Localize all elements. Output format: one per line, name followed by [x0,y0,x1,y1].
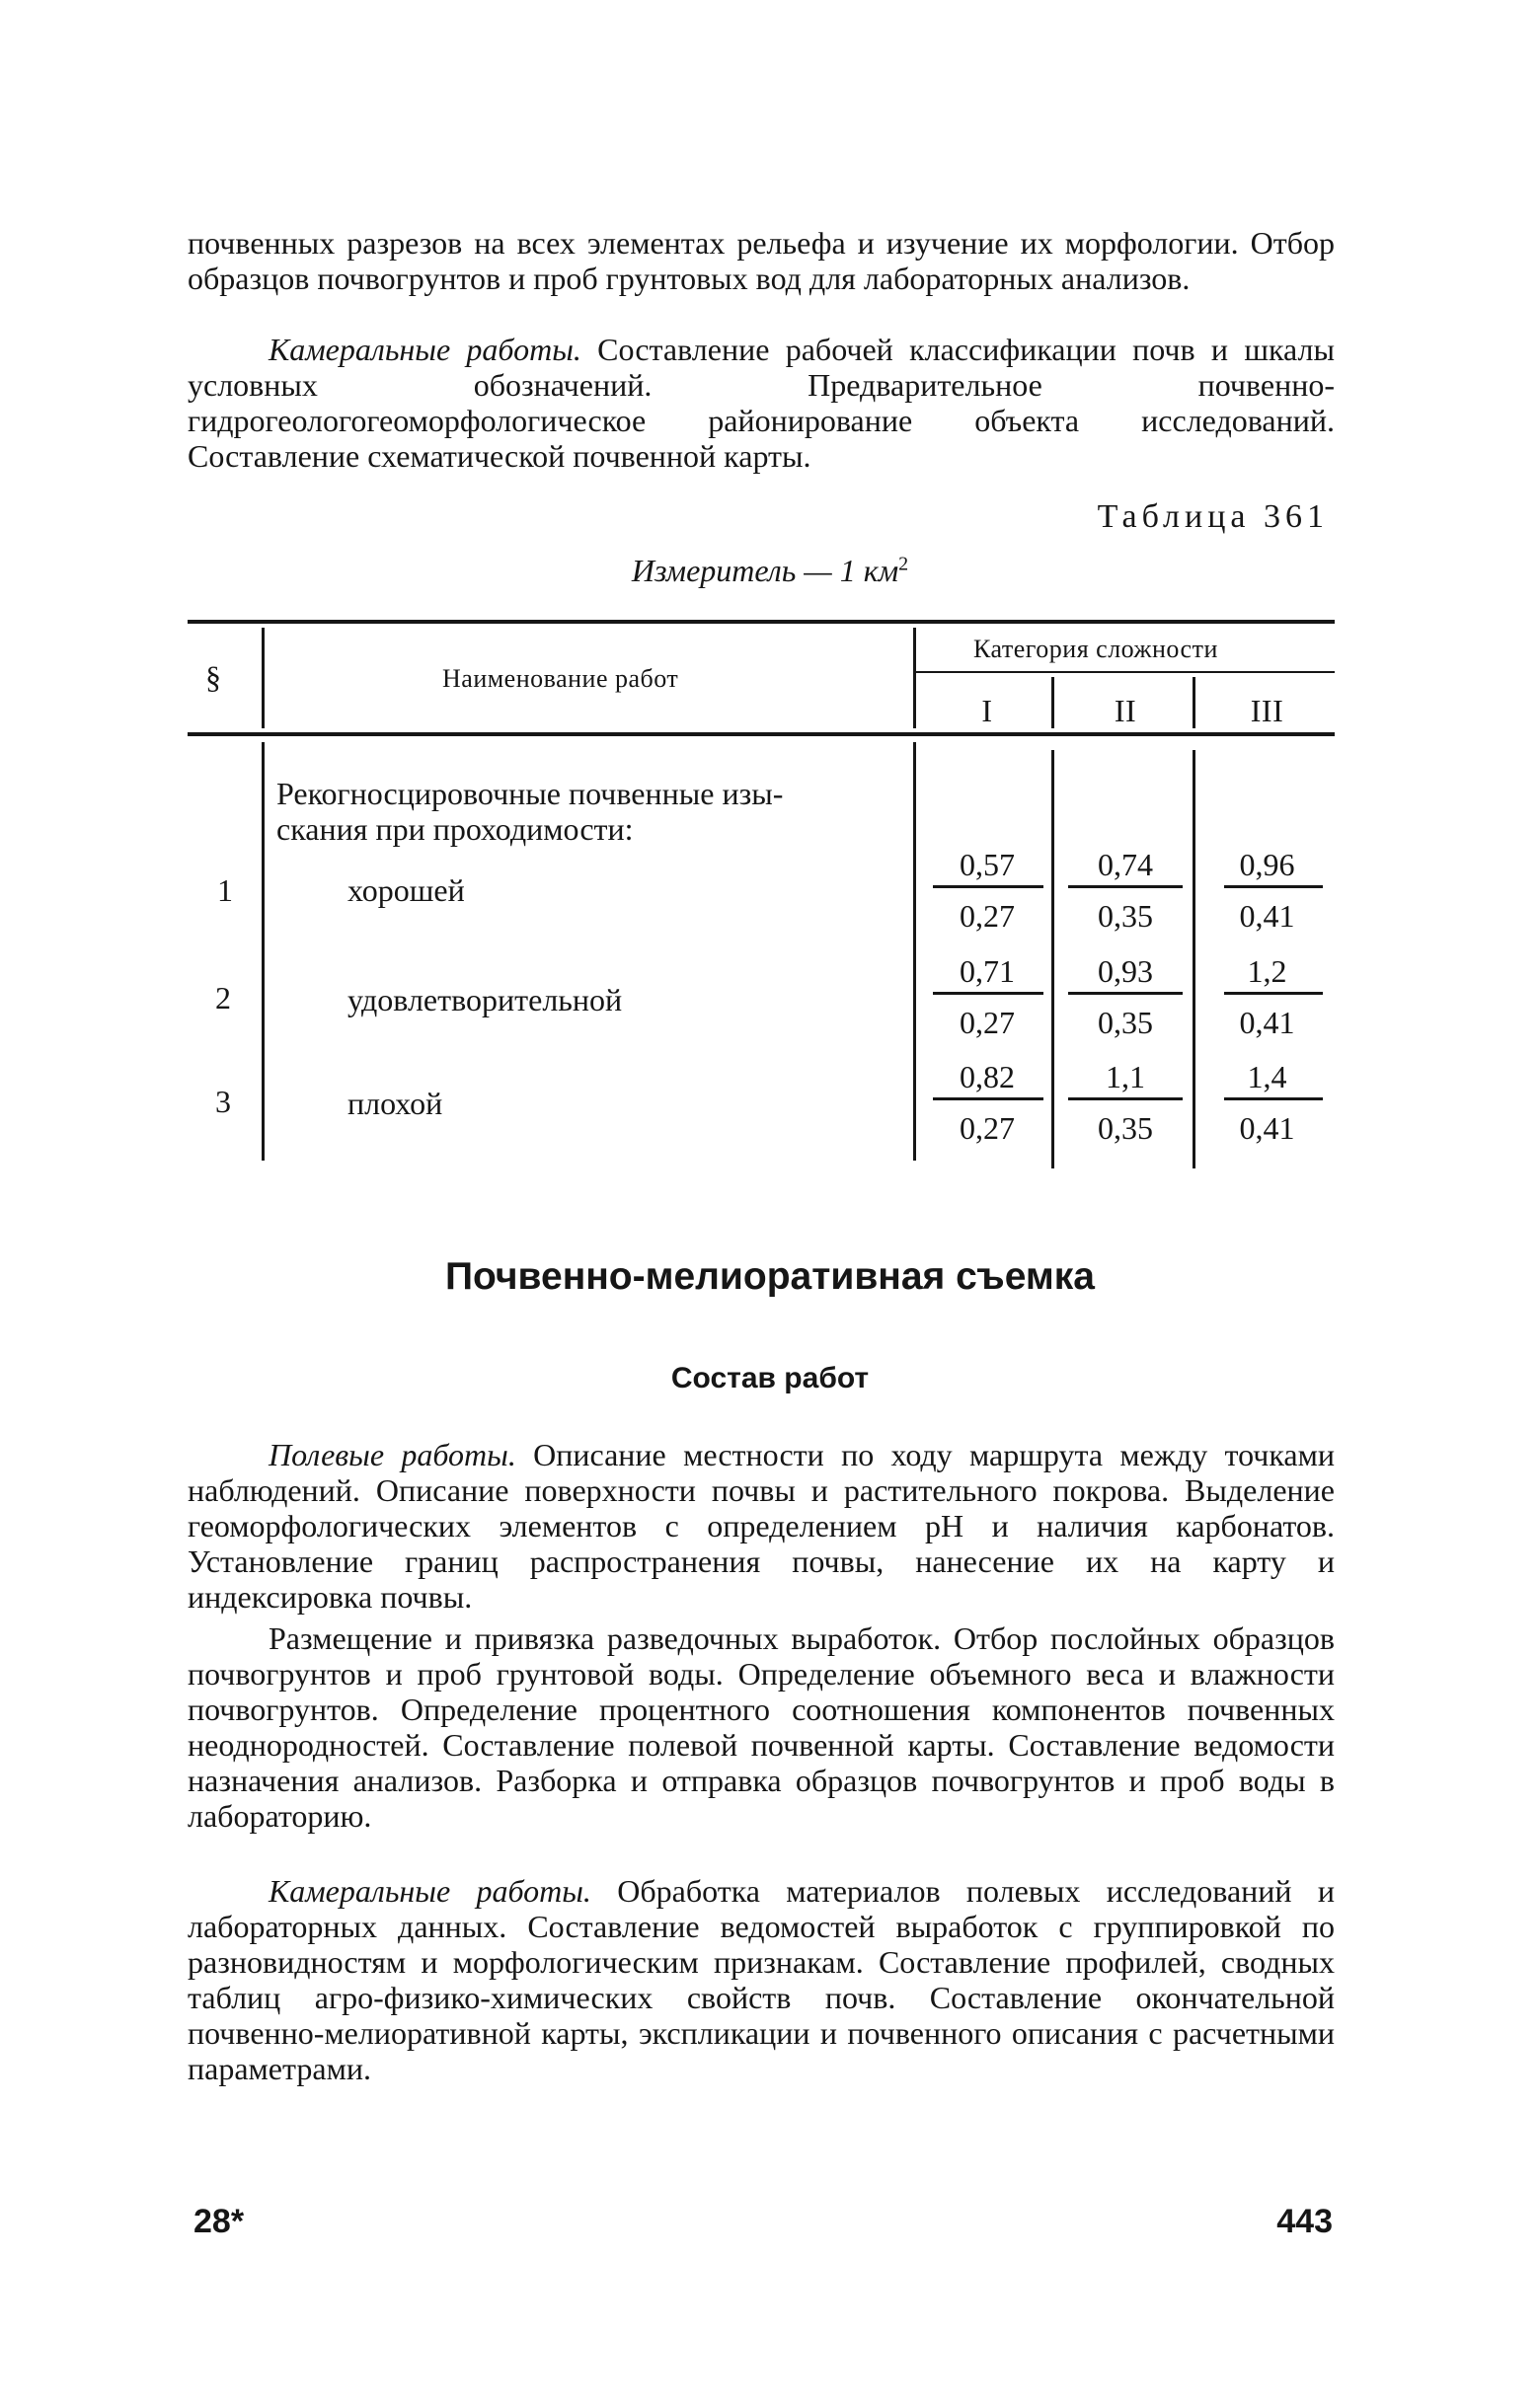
header-name-of-works: Наименование работ [442,664,679,693]
section-subtitle: Состав работ [670,1362,870,1394]
row-2-number: 2 [215,980,231,1016]
header-divider-4 [1193,677,1195,728]
group-title-line-2: скания при проходимости: [276,811,634,847]
row-1-cat-1-top: 0,57 [960,847,1015,882]
intro-paragraph-2 [188,332,1335,474]
row-3-cat-2-top: 1,1 [1106,1059,1145,1094]
table-top-rule [188,620,1335,624]
field-works-paragraph [188,1437,1335,1615]
table-measurer-superscript: 2 [898,553,909,575]
office-works-text: Обработка материалов полевых исследований и лабораторных данных. Составление ведомостей выработок с группировкой по разновидностям и морфологическим признакам. Составление профилей, сводных таблиц агро-физико-химических свойств почв. Составление окончательной почвенно-мелиоративной карты, экспликации и почвенного описания с расчетными параметрами. [188,1873,1336,2086]
intro-paragraph-2-text: Составление рабочей классификации почв и шкалы условных обозначений. Предварительное почвенно-гидрогеологогеоморфологическое районирование объекта исследований. Составление схематической почвенной карты. [188,332,1336,474]
office-works-lead: Камеральные работы. [269,1873,591,1909]
row-2-cat-2-bottom: 0,35 [1098,1005,1153,1040]
row-3-cat-2-fraction-bar [1068,1097,1183,1100]
table-caption: Таблица 361 [1097,498,1329,535]
row-3-name: плохой [347,1086,443,1121]
row-1-name: хорошей [347,872,465,908]
row-1-cat-3-bottom: 0,41 [1239,898,1295,934]
intro-paragraph-1: почвенных разрезов на всех элементах рельефа и изучение их морфологии. Отбор образцов почвогрунтов и проб грунтовых вод для лабораторных анализов. [188,225,1335,296]
row-1-cat-3-fraction-bar [1224,885,1323,888]
body-divider-4 [1193,750,1195,1168]
row-3-cat-3-top: 1,4 [1247,1059,1287,1094]
row-2-cat-2-top: 0,93 [1098,953,1153,989]
header-divider-2 [913,628,916,728]
intro-paragraph-2-lead: Камеральные работы. [269,332,581,367]
printer-signature: 28* [193,2203,245,2240]
header-section-symbol: § [205,659,221,695]
row-2-cat-3-top: 1,2 [1247,953,1287,989]
body-divider-1 [262,742,265,1161]
body-divider-3 [1051,750,1054,1168]
row-1-cat-3-top: 0,96 [1239,847,1295,882]
row-3-cat-1-top: 0,82 [960,1059,1015,1094]
row-1-cat-2-top: 0,74 [1098,847,1153,882]
row-2-cat-1-top: 0,71 [960,953,1015,989]
row-3-cat-3-fraction-bar [1224,1097,1323,1100]
field-works-lead: Полевые работы. [269,1437,516,1472]
row-2-cat-3-bottom: 0,41 [1239,1005,1295,1040]
header-category-2: II [1114,693,1137,728]
row-2-cat-1-bottom: 0,27 [960,1005,1015,1040]
header-divider-3 [1051,677,1054,728]
row-3-cat-1-bottom: 0,27 [960,1110,1015,1146]
row-1-cat-2-bottom: 0,35 [1098,898,1153,934]
row-2-cat-2-fraction-bar [1068,992,1183,995]
table-measurer [0,553,1540,589]
row-3-cat-1-fraction-bar [933,1097,1043,1100]
row-2-cat-3-fraction-bar [1224,992,1323,995]
header-divider-1 [262,628,265,728]
office-works-paragraph [188,1873,1335,2086]
row-1-number: 1 [217,872,233,908]
row-1-cat-1-fraction-bar [933,885,1043,888]
row-3-cat-3-bottom: 0,41 [1239,1110,1295,1146]
excavations-paragraph: Размещение и привязка разведочных выработок. Отбор послойных образцов почвогрунтов и проб грунтовой воды. Определение объемного веса и влажности почвогрунтов. Определение процентного соотношения компонентов почвенных неоднородностей. Составление полевой почвенной карты. Составление ведомости назначения анализов. Разборка и отправка образцов почвогрунтов и проб воды в лабораторию. [188,1620,1335,1834]
header-category-3: III [1250,693,1284,728]
header-complexity-category: Категория сложности [973,635,1218,663]
row-3-cat-2-bottom: 0,35 [1098,1110,1153,1146]
body-divider-2 [913,742,916,1161]
field-works-text: Описание местности по ходу маршрута между точками наблюдений. Описание поверхности почвы и растительного покрова. Выделение геоморфологических элементов с определением pH и наличия карбонатов. Установление границ распространения почвы, нанесение их на карту и индексировка почвы. [188,1437,1335,1615]
row-2-name: удовлетворительной [347,982,623,1017]
table-category-rule [913,671,1335,673]
table-header-rule [188,732,1335,736]
table-measurer-text: Измеритель — 1 км [631,553,899,588]
row-2-cat-1-fraction-bar [933,992,1043,995]
row-1-cat-1-bottom: 0,27 [960,898,1015,934]
group-title-line-1: Рекогносцировочные почвенные изы- [276,776,784,811]
row-1-cat-2-fraction-bar [1068,885,1183,888]
section-title: Почвенно-мелиоративная съемка [445,1255,1095,1298]
page-number: 443 [1276,2203,1333,2240]
row-3-number: 3 [215,1084,231,1119]
header-category-1: I [981,693,993,728]
